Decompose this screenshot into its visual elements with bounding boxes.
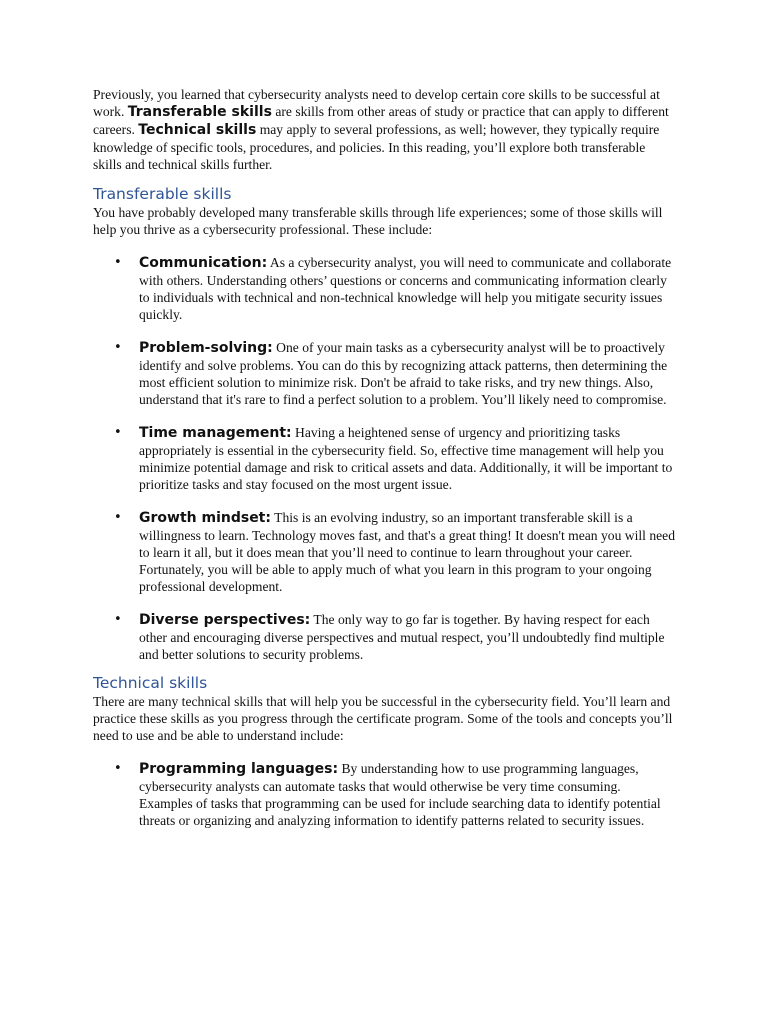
list-item-text: Having a heightened sense of urgency and prioritizing tasks appropriately is essential in the cybersecurity field. So, effective time management will help you minimize potential damage and risk to critical assets and data. Additionally, it will be important to prioritize tasks and stay focused on the most urgent issue. (139, 425, 673, 492)
intro-paragraph (93, 86, 677, 173)
list-item-text: One of your main tasks as a cybersecurity analyst will be to proactively identify and solve problems. You can do this by recognizing attack patterns, then determining the most efficient solution to minimize risk. Don't be afraid to take risks, and try new things. Also, understand that it's rare to find a perfect solution to a problem. You’ll likely need to compromise. (139, 340, 668, 407)
list-item-text: This is an evolving industry, so an important transferable skill is a willingness to learn. Technology moves fast, and that's a great thing! It doesn't mean you will need to learn it all, but it does mean that you’ll need to continue to learn throughout your career. Fortunately, you will be able to apply much of what you learn in this program to your ongoing professional development. (139, 510, 675, 594)
document-page (93, 86, 677, 845)
list-item-programming-languages (93, 760, 677, 829)
technical-skills-list (93, 760, 677, 829)
list-item-term: Communication: (139, 255, 268, 271)
list-item-term: Problem-solving: (139, 340, 273, 356)
intro-text-2: are skills from other areas of study or practice that can apply to different careers. (93, 104, 669, 137)
list-item-term: Diverse perspectives: (139, 612, 311, 628)
transferable-skills-lead: You have probably developed many transferable skills through life experiences; some of those skills will help you thrive as a cybersecurity professional. These include: (93, 205, 663, 237)
list-item-growth-mindset (93, 509, 677, 595)
list-item-time-management (93, 424, 677, 493)
list-item-term: Time management: (139, 425, 292, 441)
list-item-text: As a cybersecurity analyst, you will need to communicate and collaborate with others. Understanding others’ questions or concerns and communicating information clearly to individuals with technical and non-technical knowledge will help you mitigate security issues quickly. (139, 255, 672, 322)
list-item-diverse-perspectives (93, 611, 677, 663)
transferable-skills-list (93, 254, 677, 663)
list-item-communication (93, 254, 677, 323)
intro-term-transferable: Transferable skills (127, 104, 272, 120)
intro-text-1: Previously, you learned that cybersecurity analysts need to develop certain core skills to be successful at work. (93, 87, 660, 119)
transferable-skills-heading: Transferable skills (93, 185, 232, 203)
intro-term-technical: Technical skills (138, 122, 257, 138)
intro-text-3: may apply to several professions, as well; however, they typically require knowledge of specific tools, procedures, and policies. In this reading, you’ll explore both transferable skills and technical skills further. (93, 122, 660, 172)
list-item-text: By understanding how to use programming languages, cybersecurity analysts can automate tasks that would otherwise be very time consuming. Examples of tasks that programming can be used for include searching data to identify potential threats or organizing and analyzing information to identify patterns related to security issues. (139, 761, 661, 828)
list-item-term: Programming languages: (139, 761, 339, 777)
list-item-text: The only way to go far is together. By having respect for each other and encouraging diverse perspectives and mutual respect, you’ll undoubtedly find multiple and better solutions to security problems. (139, 612, 665, 662)
list-item-problem-solving (93, 339, 677, 408)
technical-skills-heading: Technical skills (93, 674, 208, 692)
list-item-term: Growth mindset: (139, 510, 271, 526)
technical-skills-lead: There are many technical skills that will help you be successful in the cybersecurity field. You’ll learn and practice these skills as you progress through the certificate program. Some of the tools and concepts you’ll need to use and be able to understand include: (93, 694, 673, 743)
